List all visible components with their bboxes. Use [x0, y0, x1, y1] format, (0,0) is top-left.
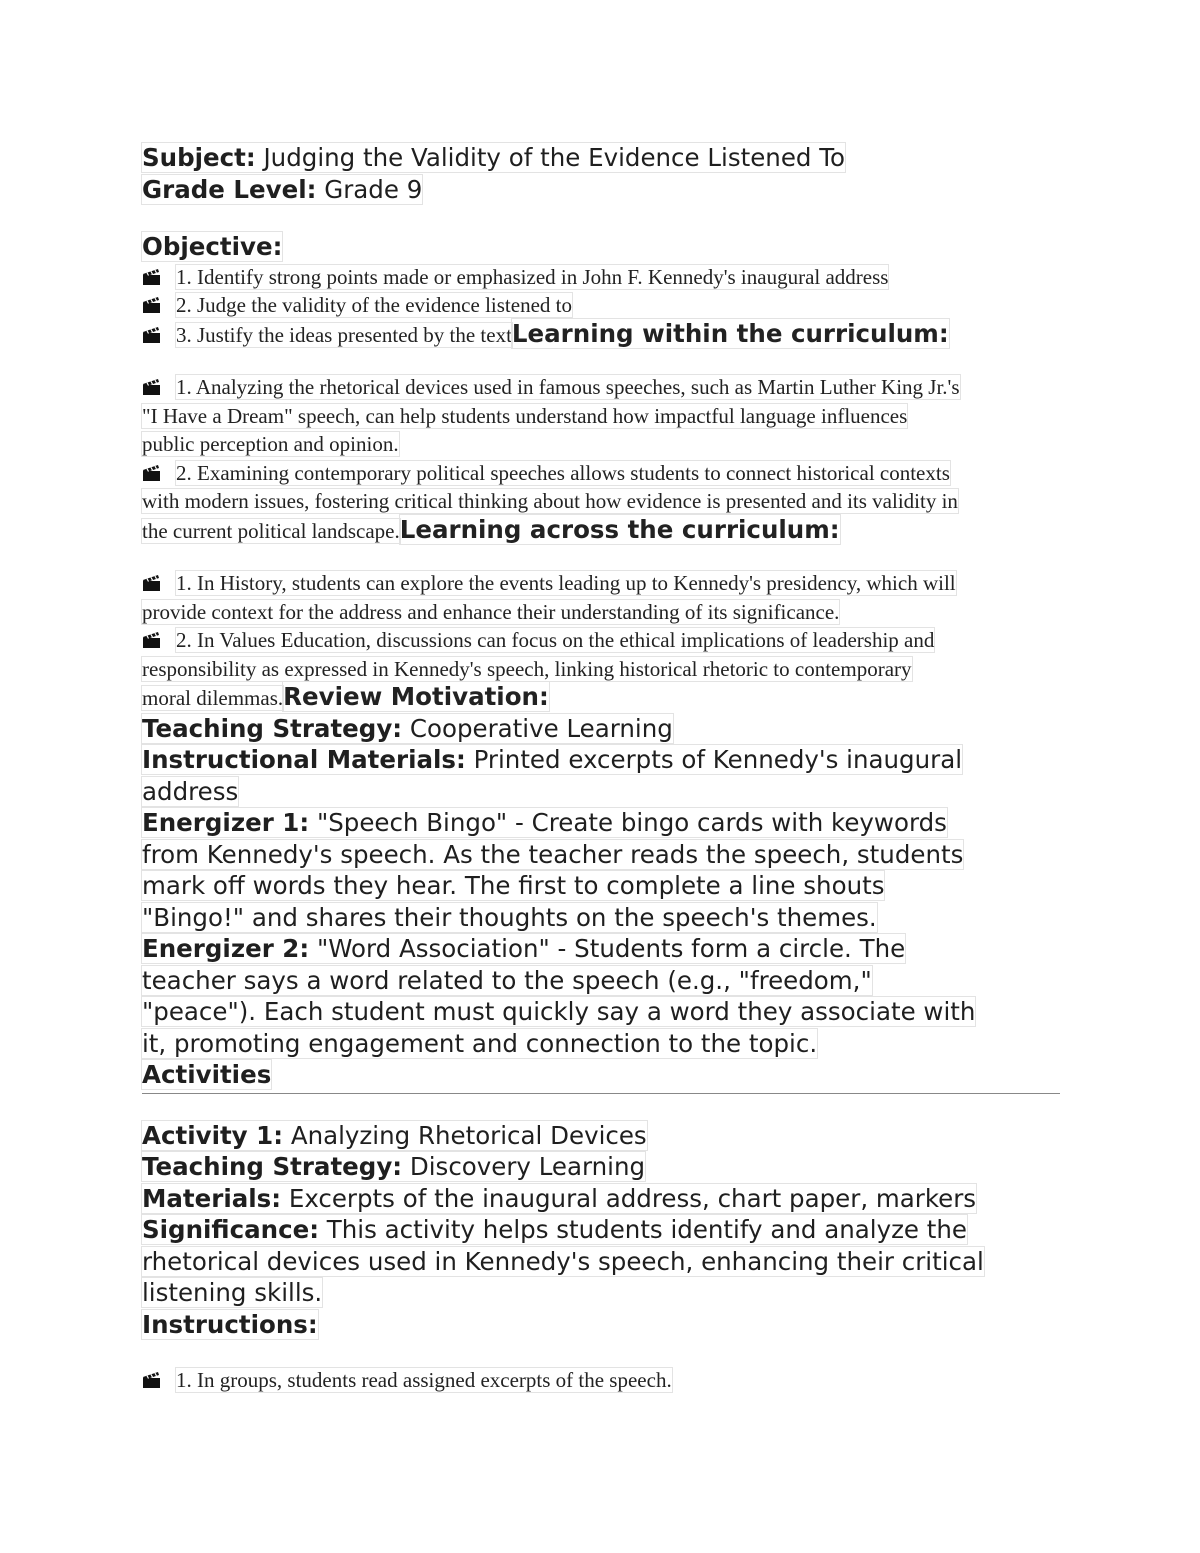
list-item: 2. In Values Education, discussions can focus on the ethical implications of leadership and responsibility as expressed in Kennedy's speech, linking historical rhetoric to contemporary moral dilemmas.Review Motivation:: [142, 628, 935, 711]
list-item: 1. In groups, students read assigned excerpts of the speech.: [142, 1366, 1060, 1395]
objective-list: [142, 263, 1060, 350]
clapperboard-icon: [142, 296, 164, 314]
instructions-heading: Instructions:: [142, 1309, 318, 1339]
subject-value: Judging the Validity of the Evidence Listened To: [255, 143, 846, 172]
instructions-list: [142, 1366, 1060, 1395]
clapperboard-icon: [142, 574, 164, 592]
header-block: [142, 142, 1060, 205]
clapperboard-icon: [142, 378, 164, 396]
review-strategy-value: Cooperative Learning: [402, 713, 673, 743]
review-heading: Review Motivation:: [283, 682, 549, 711]
across-heading: Learning across the curriculum:: [399, 514, 840, 544]
activity-block: Activity 1: Analyzing Rhetorical Devices Teaching Strategy: Discovery Learning Materials: Excerpts of the inaugural address, chart paper, markers Significance: This activity helps students identify and analyze the rhetorical devices used in Kennedy's speech, enhancing their critical listening skills. Instructions:: [142, 1120, 984, 1339]
review-block: Teaching Strategy: Cooperative Learning Instructional Materials: Printed excerpts of Kennedy's inaugural address Energizer 1: "Speech Bingo" - Create bingo cards with keywords from Kennedy's speech. As the teacher reads the speech, students mark off words they hear. The first to complete a line shouts "Bingo!" and shares their thoughts on the speech's themes. Energizer 2: "Word Association" - Students form a circle. The teacher says a word related to the speech (e.g., "freedom," "peace"). Each student must quickly say a word they associate with it, promoting engagement and connection to the topic. Activities: [142, 713, 976, 1089]
across-list: [142, 569, 1060, 713]
list-item: 2. Judge the validity of the evidence listened to: [142, 291, 1060, 320]
list-item: 3. Justify the ideas presented by the textLearning within the curriculum:: [142, 320, 1060, 350]
review-strategy-label: Teaching Strategy:: [142, 713, 403, 743]
grade-value: Grade 9: [316, 174, 423, 204]
clapperboard-icon: [142, 631, 164, 649]
list-item: 2. Examining contemporary political speeches allows students to connect historical contexts with modern issues, fostering critical thinking about how evidence is presented and its validity in the current political landscape.Learning across the curriculum:: [142, 460, 958, 544]
grade-line: [142, 175, 422, 204]
energizer1-label: Energizer 1:: [142, 808, 310, 837]
energizer2-label: Energizer 2:: [142, 934, 310, 963]
activities-heading: Activities: [142, 1060, 272, 1089]
objective-heading: Objective:: [142, 232, 283, 261]
objective-heading-block: [142, 231, 1060, 263]
grade-label: Grade Level:: [142, 174, 317, 204]
clapperboard-icon: [142, 464, 164, 482]
within-list: [142, 373, 1060, 545]
list-item: 1. Analyzing the rhetorical devices used in famous speeches, such as Martin Luther King Jr.'s "I Have a Dream" speech, can help students understand how impactful language influences public perception and opinion.: [142, 375, 960, 456]
clapperboard-icon: [142, 1371, 164, 1389]
list-item: 1. Identify strong points made or emphasized in John F. Kennedy's inaugural address: [142, 263, 1060, 292]
review-materials-label: Instructional Materials:: [142, 745, 466, 774]
lesson-plan-page: [142, 142, 1060, 1395]
clapperboard-icon: [142, 268, 164, 286]
subject-label: Subject:: [142, 143, 256, 172]
activity1-label: Activity 1:: [142, 1120, 284, 1150]
clapperboard-icon: [142, 326, 164, 344]
within-heading: Learning within the curriculum:: [511, 318, 949, 348]
list-item: 1. In History, students can explore the events leading up to Kennedy's presidency, which will provide context for the address and enhance their understanding of its significance.: [142, 571, 956, 624]
subject-line: [142, 143, 845, 172]
